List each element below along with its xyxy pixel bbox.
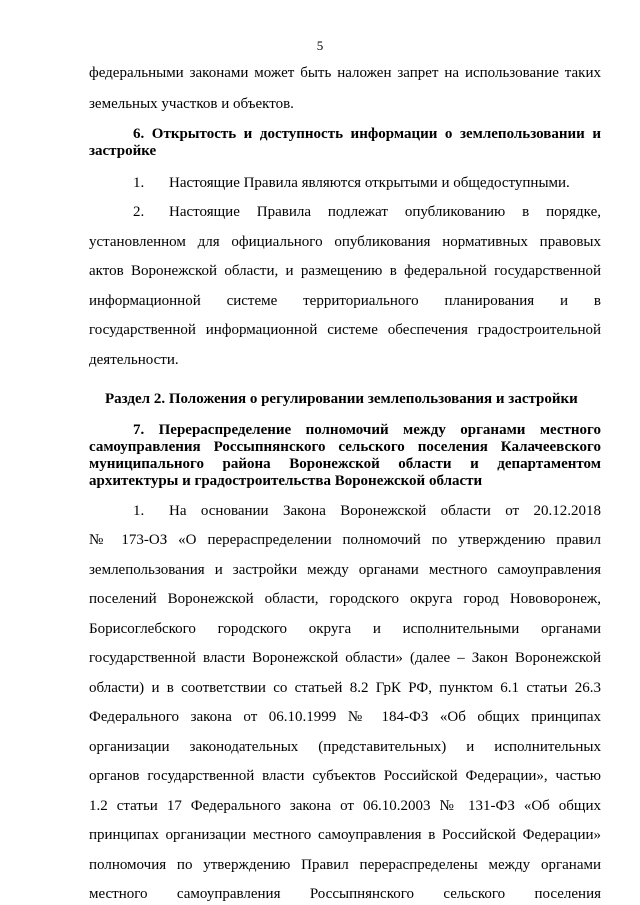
text-line: 1.2 статьи 17 Федерального закона от 06.10.2003 № 131-ФЗ «Об общих <box>89 798 601 814</box>
text-line: актов Воронежской области, и размещению в федеральной государственной <box>89 263 601 279</box>
list-item-text: Настоящие Правила являются открытыми и общедоступными. <box>169 175 570 191</box>
list-item <box>89 502 601 520</box>
section-heading-line: 6. Открытость и доступность информации о землепользовании и <box>133 126 601 142</box>
text-line: землепользования и застройки между органами местного самоуправления <box>89 562 601 578</box>
text-line: местного самоуправления Россыпнянского сельского поселения <box>89 886 601 902</box>
text-line: государственной власти Воронежской области» (далее – Закон Воронежской <box>89 650 601 666</box>
list-item-number: 2. <box>133 204 145 220</box>
text-line: информационной системе территориального планирования и в <box>89 293 601 309</box>
text-line: полномочия по утверждению Правил перераспределены между органами <box>89 857 601 873</box>
list-item-text: На основании Закона Воронежской области от 20.12.2018 <box>169 503 601 519</box>
text-line: Борисоглебского городского округа и исполнительными органами <box>89 621 601 637</box>
text-line: установленном для официального опубликования нормативных правовых <box>89 234 601 250</box>
section-heading-line: 7. Перераспределение полномочий между органами местного <box>133 422 601 438</box>
section-heading-line: застройке <box>89 143 157 159</box>
section-heading-line: муниципального района Воронежской области и департаментом <box>89 456 601 472</box>
text-line: деятельности. <box>89 352 179 368</box>
text-line: государственной информационной системе обеспечения градостроительной <box>89 322 601 338</box>
text-line: принципах организации местного самоуправления в Российской Федерации» <box>89 827 601 843</box>
section-heading-line: самоуправления Россыпнянского сельского поселения Калачеевского <box>89 439 601 455</box>
text-line: земельных участков и объектов. <box>89 96 294 112</box>
text-line: федеральными законами может быть наложен запрет на использование таких <box>89 65 601 81</box>
list-item <box>89 203 601 221</box>
page-number: 5 <box>316 38 324 53</box>
text-line: области) и в соответствии со статьей 8.2 ГрК РФ, пунктом 6.1 статьи 26.3 <box>89 680 601 696</box>
text-line: Федерального закона от 06.10.1999 № 184-ФЗ «Об общих принципах <box>89 709 601 725</box>
list-item <box>89 174 601 192</box>
list-item-number: 1. <box>133 503 145 519</box>
text-line: организации законодательных (представительных) и исполнительных <box>89 739 601 755</box>
text-line: органов государственной власти субъектов Российской Федерации», частью <box>89 768 601 784</box>
list-item-text: Настоящие Правила подлежат опубликованию в порядке, <box>169 204 601 220</box>
list-item-number: 1. <box>133 175 145 191</box>
part-heading: Раздел 2. Положения о регулировании землепользования и застройки <box>105 391 578 407</box>
section-heading-line: архитектуры и градостроительства Воронежской области <box>89 473 483 489</box>
text-line: поселений Воронежской области, городского округа город Нововоронеж, <box>89 591 601 607</box>
text-line: № 173-ОЗ «О перераспределении полномочий по утверждению правил <box>89 532 601 548</box>
